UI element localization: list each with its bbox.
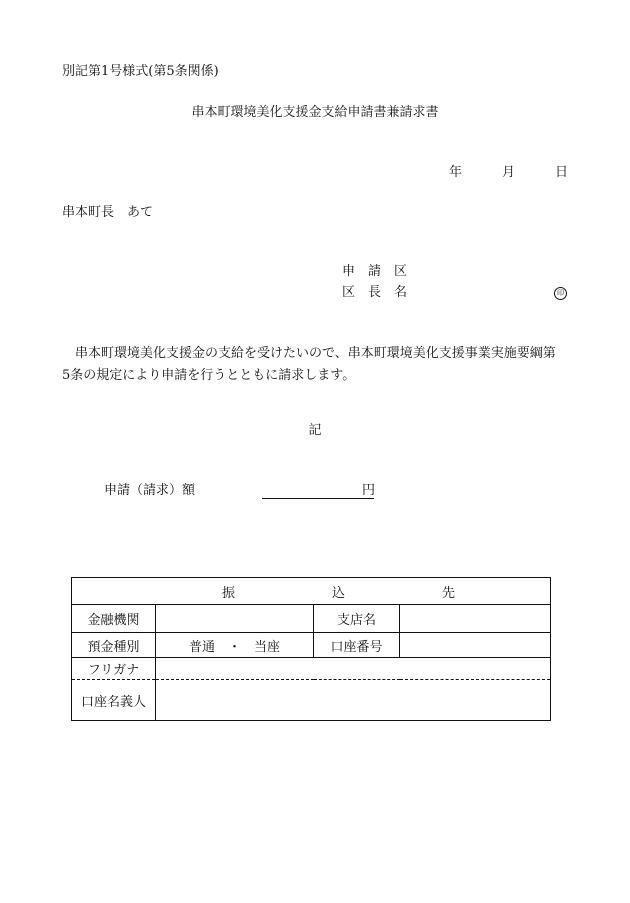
date-year-label: 年 [449, 165, 463, 180]
account-number-field[interactable] [400, 633, 551, 658]
seal-mark [554, 285, 567, 300]
bank-name-field[interactable] [156, 605, 314, 633]
amount-input-line[interactable] [262, 483, 374, 499]
applicant-district-label: 申 請 区 [342, 264, 408, 279]
amount-unit: 円 [362, 483, 376, 498]
header-char-2: 込 [332, 585, 346, 601]
amount-label: 申請（請求）額 [104, 483, 196, 498]
header-char-3: 先 [442, 585, 456, 601]
account-number-label: 口座番号 [314, 633, 400, 658]
branch-name-label: 支店名 [314, 605, 400, 633]
date-month-label: 月 [502, 165, 516, 180]
request-statement-line1: 串本町環境美化支援金の支給を受けたいので、串本町環境美化支援事業実施要綱第 [75, 346, 556, 361]
deposit-type-label: 預金種別 [72, 633, 156, 658]
addressee: 串本町長 あて [62, 205, 154, 220]
form-number: 別記第1号様式(第5条関係) [62, 64, 219, 79]
header-char-1: 振 [222, 585, 236, 601]
account-holder-label: 口座名義人 [72, 680, 156, 721]
bank-transfer-table [71, 577, 551, 721]
furigana-row [72, 658, 551, 680]
account-holder-field[interactable] [156, 680, 551, 721]
request-statement [62, 343, 582, 387]
ki-heading: 記 [308, 423, 322, 438]
bank-name-label: 金融機関 [72, 605, 156, 633]
branch-name-field[interactable] [400, 605, 551, 633]
request-statement-line2: 5条の規定により申請を行うとともに請求します。 [62, 368, 356, 383]
deposit-type-options[interactable]: 普通 ・ 当座 [156, 633, 314, 658]
furigana-label: フリガナ [72, 658, 156, 680]
date-day-label: 日 [555, 165, 569, 180]
bank-table-header [72, 578, 551, 605]
bank-table-header-row [72, 578, 551, 605]
applicant-chief-name-label: 区 長 名 [342, 285, 408, 300]
deposit-type-row [72, 633, 551, 658]
seal-icon: 印 [554, 287, 567, 300]
account-holder-row [72, 680, 551, 721]
furigana-field[interactable] [156, 658, 551, 680]
bank-name-row [72, 605, 551, 633]
form-title: 串本町環境美化支援金支給申請書兼請求書 [191, 105, 439, 120]
